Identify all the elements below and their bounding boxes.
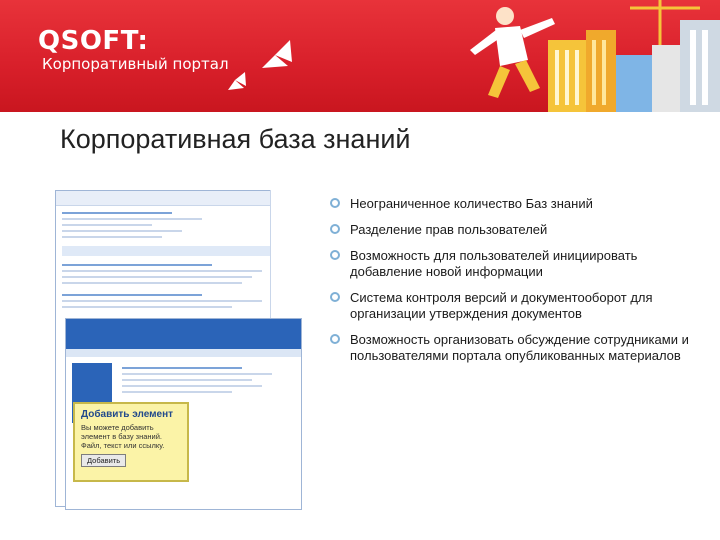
- header-banner: [0, 0, 720, 112]
- list-item: Разделение прав пользователей: [330, 222, 700, 238]
- list-item: Возможность организовать обсуждение сотрудниками и пользователями портала опубликованных материалов: [330, 332, 700, 364]
- list-item: Система контроля версий и документооборот для организации утверждения документов: [330, 290, 700, 322]
- slide-title: Корпоративная база знаний: [60, 124, 411, 154]
- qsoft-logo: QSOFT:: [38, 26, 149, 56]
- popup-title: Добавить элемент: [81, 409, 174, 420]
- bullet-icon: [330, 224, 340, 234]
- bullet-icon: [330, 250, 340, 260]
- feature-list: [330, 196, 700, 374]
- add-item-popup: [73, 402, 189, 482]
- add-button[interactable]: Добавить: [81, 454, 126, 467]
- list-item: Неограниченное количество Баз знаний: [330, 196, 700, 212]
- popup-text: Вы можете добавить элемент в базу знаний. Файл, текст или ссылку.: [81, 423, 165, 450]
- bullet-icon: [330, 198, 340, 208]
- bullet-icon: [330, 292, 340, 302]
- list-item: Возможность для пользователей инициировать добавление новой информации: [330, 248, 700, 280]
- portal-subtitle: Корпоративный портал: [42, 55, 229, 73]
- bullet-icon: [330, 334, 340, 344]
